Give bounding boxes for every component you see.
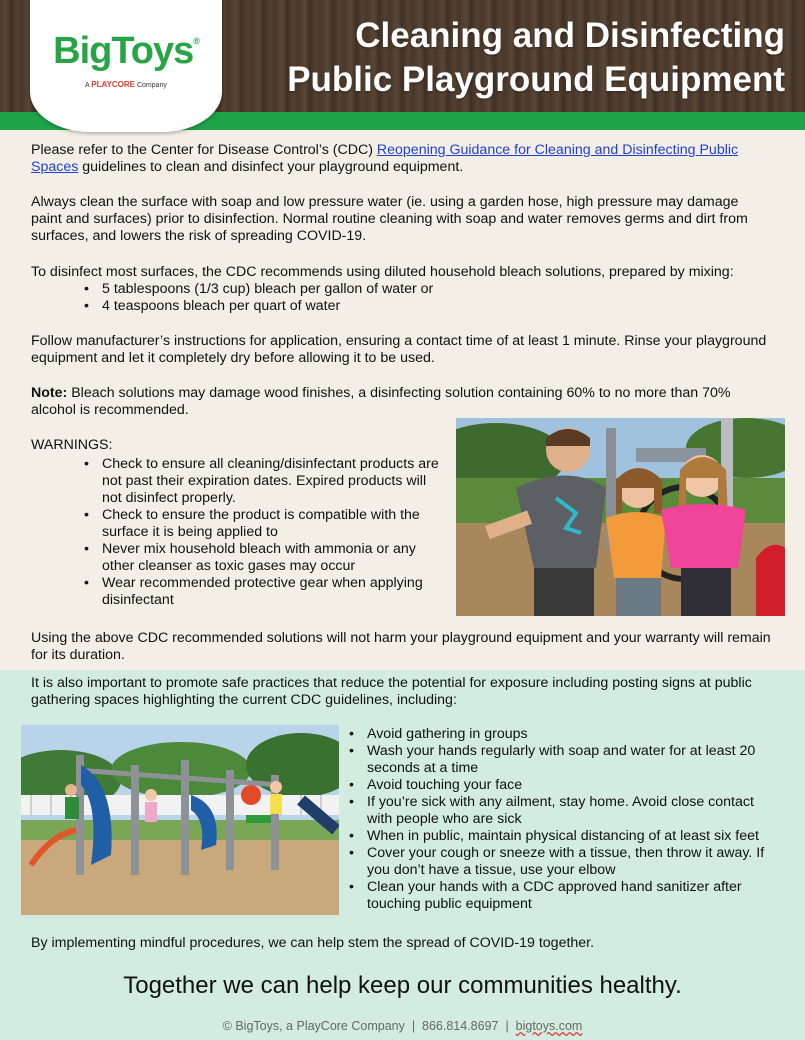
footer-website[interactable]: bigtoys.com [515, 1019, 583, 1033]
warranty-paragraph: Using the above CDC recommended solutions will not harm your playground equipment and your warranty will remain for its duration. [31, 630, 771, 663]
application-paragraph: Follow manufacturer’s instructions for application, ensuring a contact time of at least 1 minute. Rinse your playground equipment and let it completely dry before allowing it to be used. [31, 333, 767, 366]
playground-equipment-photo [21, 725, 339, 915]
warnings-list [78, 456, 446, 609]
list-item: • 5 tablespoons (1/3 cup) bleach per gallon of water or [78, 281, 638, 298]
note-paragraph: Note: Bleach solutions may damage wood finishes, a disinfecting solution containing 60% to no more than 70% alcohol is recommended. [31, 385, 731, 418]
list-item: • 4 teaspoons bleach per quart of water [78, 298, 638, 315]
bleach-list [78, 281, 638, 315]
disinfect-intro: To disinfect most surfaces, the CDC recommends using diluted household bleach solutions, prepared by mixing: [31, 264, 734, 280]
logo-subtitle: A PLAYCORE Company [85, 80, 167, 89]
list-item: • Wear recommended protective gear when applying disinfectant [78, 575, 446, 609]
logo-text: BigToys [53, 30, 194, 72]
list-item: • Avoid gathering in groups [343, 726, 783, 743]
warnings-heading: WARNINGS: [31, 437, 113, 453]
list-item: • If you’re sick with any ailment, stay home. Avoid close contact with people who are sick [343, 794, 783, 828]
title-line-1: Cleaning and Disinfecting [355, 16, 785, 55]
cdc-guidelines-list [343, 726, 783, 913]
list-item: • Check to ensure the product is compatible with the surface it is being applied to [78, 507, 446, 541]
footer-company: © BigToys, a PlayCore Company [222, 1019, 405, 1033]
list-item: • Never mix household bleach with ammonia or any other cleanser as toxic gases may occur [78, 541, 446, 575]
list-item: • Cover your cough or sneeze with a tissue, then throw it away. If you don’t have a tissue, use your elbow [343, 845, 783, 879]
cleaning-paragraph: Always clean the surface with soap and low pressure water (ie. using a garden hose, high pressure may damage paint and surfaces) prior to disinfection. Normal routine cleaning with soap and water removes germs and dirt from surfaces, and lowers the risk of spreading COVID-19. [31, 194, 748, 244]
list-item: • Avoid touching your face [343, 777, 783, 794]
kids-playground-photo [456, 418, 785, 616]
page-title [225, 14, 785, 102]
list-item: • Check to ensure all cleaning/disinfectant products are not past their expiration dates. Expired products will not disinfect properly. [78, 456, 446, 507]
list-item: • Wash your hands regularly with soap and water for at least 20 seconds at a time [343, 743, 783, 777]
title-line-2: Public Playground Equipment [287, 60, 785, 99]
list-item: • Clean your hands with a CDC approved hand sanitizer after touching public equipment [343, 879, 783, 913]
safe-practices-paragraph: It is also important to promote safe practices that reduce the potential for exposure including posting signs at public gathering spaces highlighting the current CDC guidelines, including: [31, 675, 752, 708]
note-label: Note: [31, 385, 68, 401]
bigtoys-logo: BigToys® A PLAYCORE Company [30, 0, 222, 132]
intro-paragraph: Please refer to the Center for Disease Control’s (CDC) Reopening Guidance for Cleaning and Disinfecting Public Spaces guidelines to clean and disinfect your playground equipment. [31, 142, 739, 175]
cdc-guidance-link[interactable]: Reopening Guidance for Cleaning and Disinfecting Public Spaces [31, 142, 739, 175]
list-item: • When in public, maintain physical distancing of at least six feet [343, 828, 783, 845]
closing-paragraph: By implementing mindful procedures, we can help stem the spread of COVID-19 together. [31, 935, 595, 951]
footer: © BigToys, a PlayCore Company | 866.814.8697 | bigtoys.com [222, 1019, 583, 1033]
tagline: Together we can help keep our communities healthy. [123, 972, 682, 999]
footer-phone: 866.814.8697 [422, 1019, 499, 1033]
